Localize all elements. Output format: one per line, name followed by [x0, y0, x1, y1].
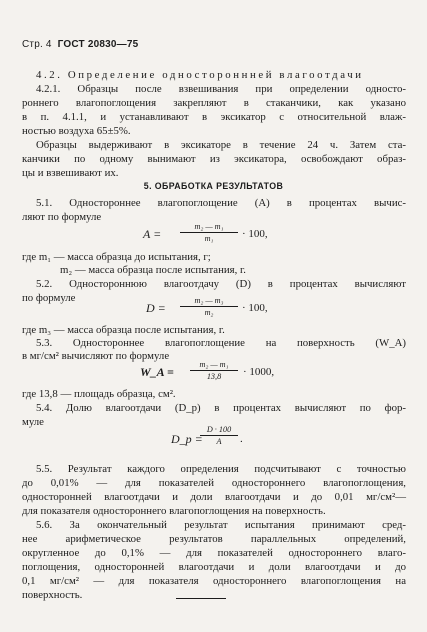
text-line: канчики по одному вынимают из эксикатора, освобождают образ-: [22, 153, 406, 165]
formula-rhs: · 100,: [242, 228, 268, 240]
text-line: 5.6. За окончательный результат испытания принимают сред-: [36, 519, 406, 531]
text-line: роннего влагопоглощения закрепляют в стаканчики, как указано: [22, 97, 406, 109]
text-line: m₂ — масса образца после испытания, г.: [60, 264, 246, 276]
text-line: 4.2.1. Образцы после взвешивания при определении односто-: [36, 83, 406, 95]
text-line: цы и взвешивают их.: [22, 167, 119, 179]
text-line: 5.3. Одностороннее влагопоглощение на поверхность (W_A): [36, 337, 406, 349]
formula-fraction: [190, 360, 238, 381]
gost-number: ГОСТ 20830—75: [57, 39, 139, 50]
formula-rhs: · 100,: [242, 302, 268, 314]
text-line: муле: [22, 416, 44, 428]
text-line: в п. 4.1.1, и устанавливают в эксикатор с относительной влаж-: [22, 111, 406, 123]
formula-denominator: m₂: [204, 308, 214, 317]
text-line: ностью воздуха 65±5%.: [22, 125, 131, 137]
text-line: поверхность.: [22, 589, 83, 601]
page-number: Стр. 4: [22, 39, 52, 50]
formula-lhs: D =: [146, 301, 166, 315]
formula-denominator: A: [216, 437, 222, 446]
text-line: нее арифметическое результатов параллельных определений,: [22, 533, 406, 545]
text-line: 0,1 мг/см² — для показателя одностороннего влагопоглощения на: [22, 575, 406, 587]
formula-fraction: [180, 296, 238, 317]
text-line: 5.2. Одностороннюю влагоотдачу (D) в процентах вычисляют: [36, 278, 406, 290]
text-line: где m₁ — масса образца до испытания, г;: [22, 251, 211, 263]
section-heading-5: 5. ОБРАБОТКА РЕЗУЛЬТАТОВ: [143, 181, 284, 191]
formula-numerator: m₂ — m₁: [199, 360, 229, 369]
text-line: Образцы выдерживают в эксикаторе в течение 24 ч. Затем ста-: [36, 139, 406, 151]
text-line: 5.5. Результат каждого определения подсчитывают с точностью: [36, 463, 406, 475]
text-line: 5.4. Долю влагоотдачи (D_p) в процентах вычисляют по фор-: [36, 402, 406, 414]
text-line: где m₃ — масса образца после испытания, г.: [22, 324, 225, 336]
text-line: поглощения, односторонней влагоотдачи и доли влагоотдачи и до: [22, 561, 406, 573]
formula-lhs: W_A =: [140, 365, 174, 379]
page-header: [22, 39, 138, 50]
text-line: до 0,01% — для показателей одностороннего влагопоглощения,: [22, 477, 406, 489]
text-line: округленное до 0,1% — для показателей одностороннего влаго-: [22, 547, 406, 559]
text-line: ляют по формуле: [22, 211, 102, 223]
text-line: 5.1. Одностороннее влагопоглощение (A) в процентах вычис-: [36, 197, 406, 209]
fraction-bar: [190, 370, 238, 371]
text-line: односторонней влагоотдачи и доли влагоотдачи и до 0,01 мг/см²—: [22, 491, 406, 503]
formula-numerator: m₂ — m₃: [194, 296, 224, 305]
text-line: по формуле: [22, 292, 76, 304]
section-title-4-2: 4.2. Определение одностороннней влагоотдачи: [36, 69, 364, 81]
formula-denominator: 13,8: [206, 372, 222, 381]
formula-lhs: A =: [143, 227, 162, 241]
text-line: где 13,8 — площадь образца, см².: [22, 388, 176, 400]
formula-fraction: [200, 425, 238, 446]
formula-numerator: m₂ — m₁: [194, 222, 224, 231]
text-line: в мг/см² вычисляют по формуле: [22, 350, 170, 362]
fraction-bar: [180, 306, 238, 307]
formula-rhs: .: [240, 433, 243, 445]
formula-fraction: [180, 222, 238, 243]
fraction-bar: [200, 435, 238, 436]
formula-rhs: · 1000,: [243, 366, 275, 378]
text-line: для показателя одностороннего влагопоглощения на поверхность.: [22, 505, 326, 517]
formula-numerator: D · 100: [206, 425, 232, 434]
fraction-bar: [180, 232, 238, 233]
formula-lhs: D_p =: [171, 432, 203, 446]
formula-denominator: m₁: [204, 234, 214, 243]
footer-rule: [176, 598, 226, 599]
